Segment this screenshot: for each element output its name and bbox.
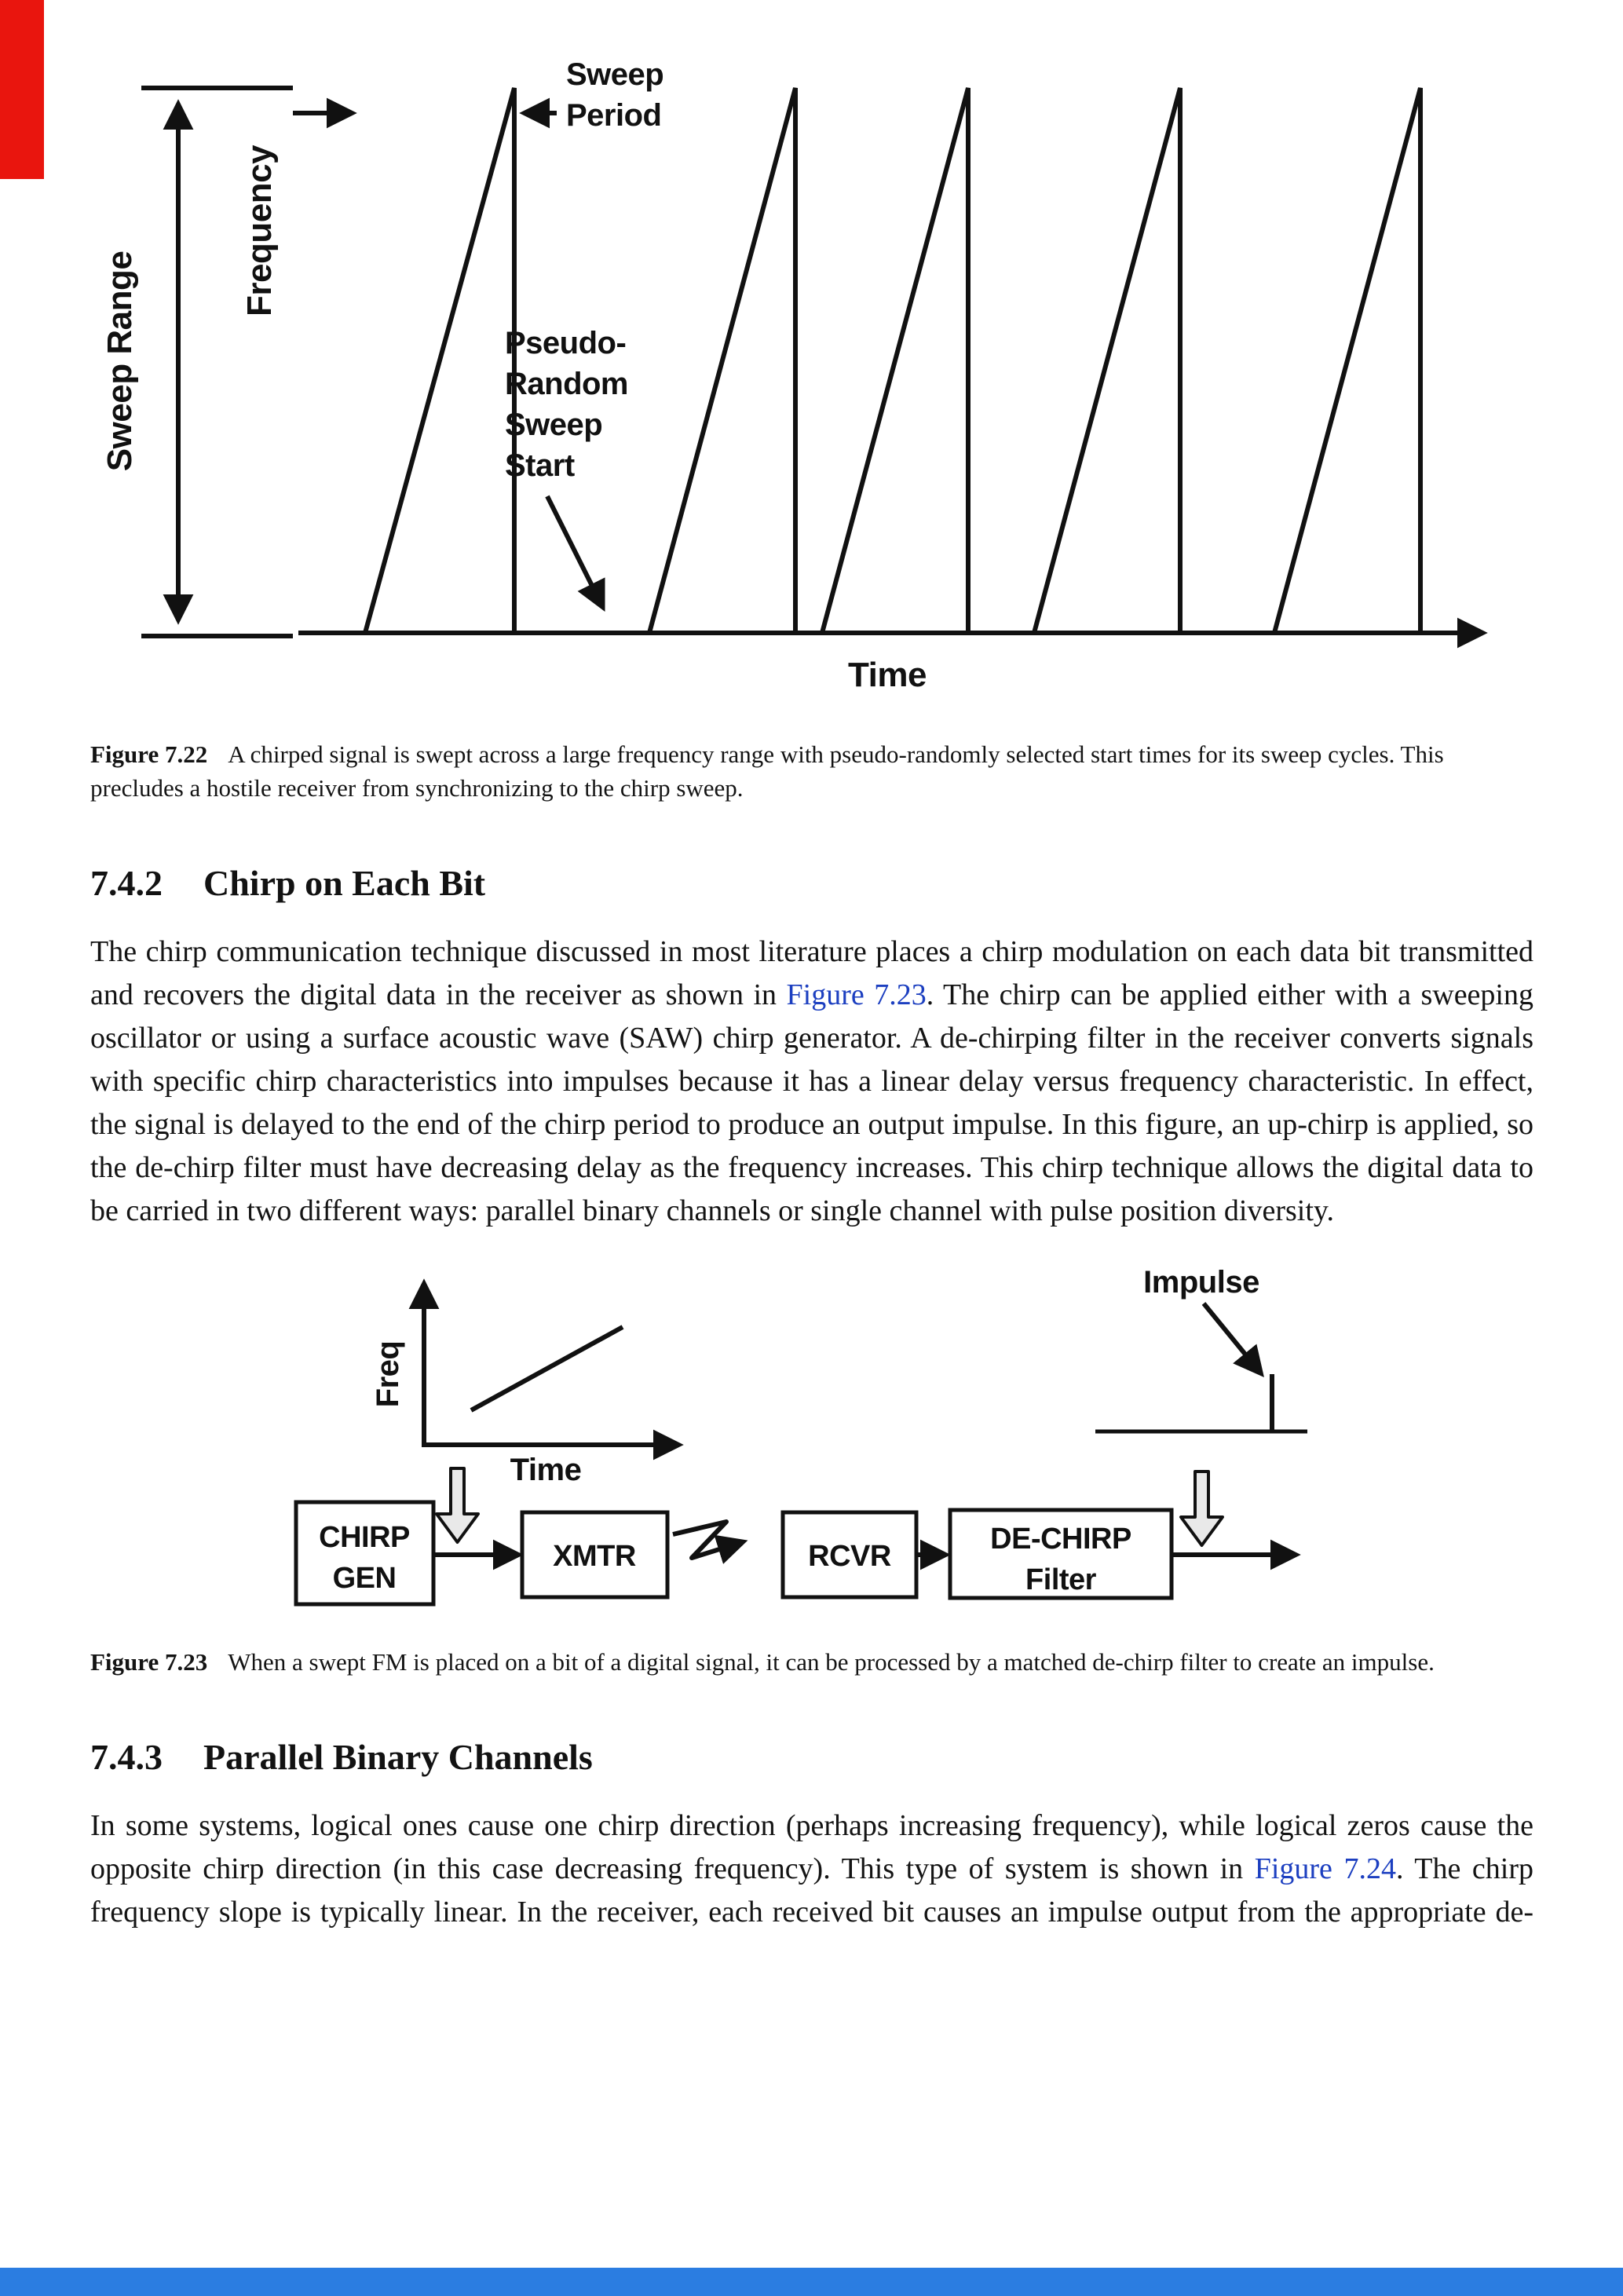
figure-7-23-caption-label: Figure 7.23 [90,1648,208,1676]
chirp-sweep-diagram [90,41,1531,716]
chirp-ramp-1 [365,88,514,633]
dechirp-label-line1: DE-CHIRP [990,1523,1131,1556]
impulse-pointer-arrow [1204,1303,1260,1373]
paragraph-text: The chirp communication technique discussed in most literature places a chirp modulation on each data bit transmitted and recovers the digital data in the receiver as shown in [90,935,1533,1011]
figure-7-22-caption-label: Figure 7.22 [90,740,208,768]
sweep-period-label-line1: Sweep [566,57,664,92]
figure-7-23-caption-text: When a swept FM is placed on a bit of a digital signal, it can be processed by a matched de-chirp filter to create an impulse. [228,1648,1435,1676]
paragraph-text: . The chirp can be applied either with a sweeping oscillator or using a surface acoustic wave (SAW) chirp generator. A de-chirping filter in the receiver converts signals with specific chirp characteristics into impulses because it has a linear delay versus frequency characteristic. In effect, the signal is delayed to the end of the chirp period to produce an output impulse. In this figure, an up-chirp is applied, so the de-chirp filter must have decreasing delay as the frequency increases. This chirp technique allows the digital data to be carried in two different ways: parallel binary channels or single channel with pulse position diversity. [90,978,1533,1227]
pseudo-random-sweep-start-line2: Random [505,367,628,401]
chirp-ramp-5 [1274,88,1420,633]
chirp-ramp-2 [649,88,795,633]
frequency-axis-label: Frequency [240,144,279,317]
section-743-paragraph [90,1804,1533,1934]
impulse-label: Impulse [1143,1265,1259,1300]
figure-7-23-link[interactable]: Figure 7.23 [786,978,927,1011]
paragraph-text: In some systems, logical ones cause one chirp direction (perhaps increasing frequency), while logical zeros cause the opposite chirp direction (in this case decreasing frequency). This type of system is shown in [90,1809,1533,1885]
sweep-start-pointer-arrow [547,496,602,606]
freq-axis-label: Freq [371,1340,405,1408]
chirp-ramp-4 [1034,88,1180,633]
xmtr-label: XMTR [553,1540,636,1573]
section-742-paragraph [90,930,1533,1233]
time-axis-label: Time [848,656,927,694]
sweep-range-label: Sweep Range [101,250,139,472]
time-axis-label: Time [510,1453,582,1487]
figure-7-23 [287,1255,1533,1628]
section-number: 7.4.3 [90,1737,163,1777]
paragraph-text: . The chirp frequency slope is typically linear. In the receiver, each received bit causes an impulse output from the appropriate de- [90,1852,1534,1929]
chirp-slope-line [471,1327,623,1410]
chirp-ramp-3 [822,88,968,633]
page-content [90,41,1533,1934]
footer-progress-bar [0,2268,1623,2296]
pseudo-random-sweep-start-line1: Pseudo- [505,326,627,360]
pseudo-random-sweep-start-line4: Start [505,448,575,483]
figure-7-22-caption [90,737,1533,805]
pseudo-random-sweep-start-line3: Sweep [505,408,603,442]
red-corner-bar [0,0,44,179]
rcvr-label: RCVR [808,1540,891,1573]
chirp-gen-label-line1: CHIRP [319,1521,410,1554]
section-title: Parallel Binary Channels [203,1737,593,1777]
figure-7-22 [90,41,1533,720]
down-block-arrow-icon [437,1468,478,1542]
dechirp-label-line2: Filter [1025,1563,1096,1596]
figure-7-23-caption [90,1645,1533,1679]
section-title: Chirp on Each Bit [203,863,486,903]
section-heading-743 [90,1737,1533,1778]
chirp-gen-label-line2: GEN [332,1562,397,1595]
sweep-period-label-line2: Period [566,98,662,133]
section-number: 7.4.2 [90,863,163,903]
chirp-bit-block-diagram [287,1255,1323,1624]
figure-7-22-caption-text: A chirped signal is swept across a large frequency range with pseudo-randomly selected start times for its sweep cycles. This precludes a hostile receiver from synchronizing to the chirp sweep. [90,740,1444,802]
radio-link-squiggle [673,1522,742,1558]
down-block-arrow-icon [1181,1472,1223,1545]
figure-7-24-link[interactable]: Figure 7.24 [1254,1852,1396,1885]
section-heading-742 [90,863,1533,904]
